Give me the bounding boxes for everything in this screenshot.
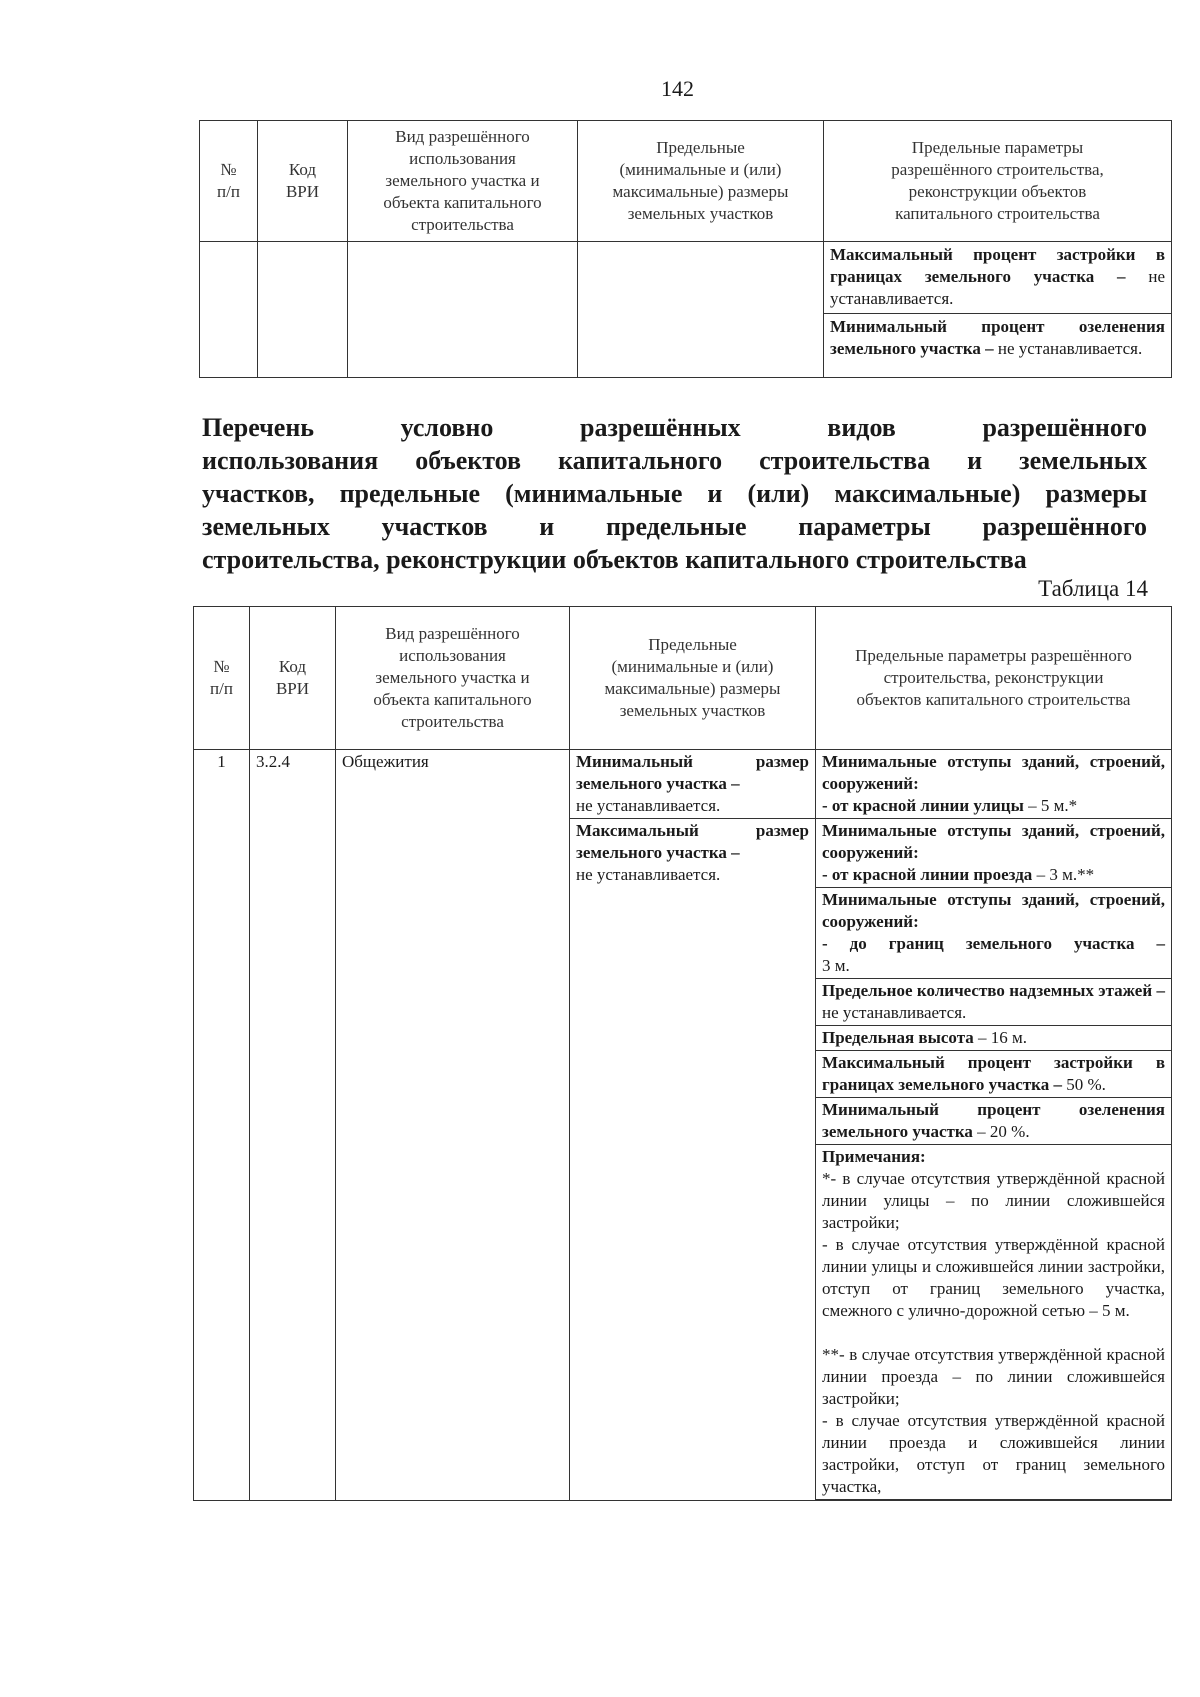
notes-gap [822,1322,1165,1344]
note-1: *- в случае отсутствия утверждённой красной линии улицы – по линии сложившейся застройки; [822,1169,1165,1232]
cell-code [258,242,348,378]
size-min: Минимальный размер земельного участка – не устанавливается. [570,750,816,819]
header-num: № п/п [194,607,250,750]
param-min-green-percent: Минимальный процент озеленения земельного участка – 20 %. [816,1098,1172,1145]
param-setback-boundary: Минимальные отступы зданий, строений, сооружений: - до границ земельного участка – 3 м. [816,888,1172,979]
note-4: - в случае отсутствия утверждённой красной линии проезда и сложившейся линии застройки, отступ от границ земельного участка, [822,1411,1165,1496]
table-caption: Таблица 14 [1038,576,1148,601]
header-code: Код ВРИ [250,607,336,750]
table-row [194,750,1172,819]
header-num: № п/п [200,121,258,242]
header-params: Предельные параметры разрешённого строительства, реконструкции объектов капитального строительства [816,607,1172,750]
param-min-green-percent: Минимальный процент озеленения земельного участка – не устанавливается. [824,314,1172,378]
header-row [200,121,1172,242]
cell-num: 1 [194,750,250,1501]
param-setback-street: Минимальные отступы зданий, строений, сооружений: - от красной линии улицы – 5 м.* [816,750,1172,819]
table-14 [193,606,1172,1501]
table-row [200,242,1172,314]
param-setback-driveway: Минимальные отступы зданий, строений, сооружений: - от красной линии проезда – 3 м.** [816,819,1172,888]
cell-code: 3.2.4 [250,750,336,1501]
size-max: Максимальный размер земельного участка – не устанавливается. [570,819,816,1501]
cell-use [348,242,578,378]
header-use: Вид разрешённого использования земельного участка и объекта капитального строительства [348,121,578,242]
spacer-cell [816,1500,1172,1501]
param-floors: Предельное количество надземных этажей – не устанавливается. [816,979,1172,1026]
header-size: Предельные (минимальные и (или) максимальные) размеры земельных участков [578,121,824,242]
continuation-table [199,120,1172,378]
param-max-build-percent: Максимальный процент застройки в границах земельного участка – 50 %. [816,1051,1172,1098]
cell-size [578,242,824,378]
section-heading: Перечень условно разрешённых видов разрешённого использования объектов капитального строительства и земельных участков, предельные (минимальные и (или) максимальные) размеры земельных участков и предельные параметры разрешённого строительства, реконструкции объектов капитального строительства [202,413,1147,574]
note-2: - в случае отсутствия утверждённой красной линии улицы и сложившейся линии застройки, отступ от границ земельного участка, смежного с улично-дорожной сетью – 5 м. [822,1235,1165,1320]
cell-use: Общежития [336,750,570,1501]
header-code: Код ВРИ [258,121,348,242]
param-height: Предельная высота – 16 м. [816,1026,1172,1051]
header-params: Предельные параметры разрешённого строительства, реконструкции объектов капитального строительства [824,121,1172,242]
header-size: Предельные (минимальные и (или) максимальные) размеры земельных участков [570,607,816,750]
header-use: Вид разрешённого использования земельного участка и объекта капитального строительства [336,607,570,750]
note-3: **- в случае отсутствия утверждённой красной линии проезда – по линии сложившейся застройки; [822,1345,1165,1408]
header-row [194,607,1172,750]
page-number: 142 [661,76,694,101]
param-max-build-percent: Максимальный процент застройки в границах земельного участка – не устанавливается. [824,242,1172,314]
cell-num [200,242,258,378]
notes-title: Примечания: [822,1147,926,1166]
notes-cell [816,1145,1172,1500]
